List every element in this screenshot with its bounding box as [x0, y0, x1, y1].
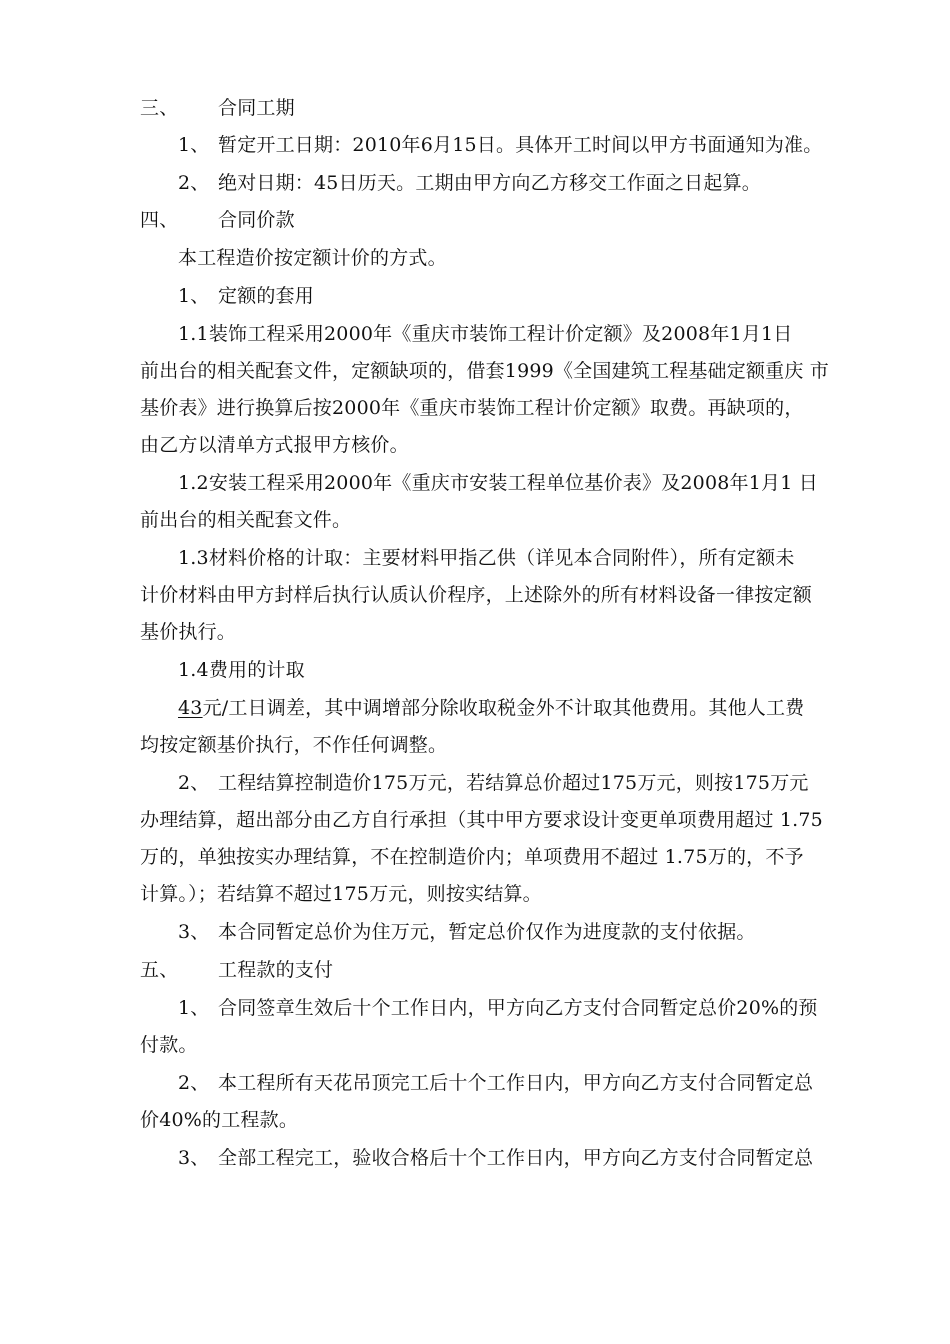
item-text: 合同签章生效后十个工作日内，甲方向乙方支付合同暂定总价20%的预: [218, 997, 818, 1019]
paragraph-text: 元/工日调差，其中调增部分除收取税金外不计取其他费用。其他人工费: [202, 697, 805, 719]
item-text: 暂定开工日期：2010年6月15日。具体开工时间以甲方书面通知为准。: [218, 134, 823, 156]
section-number: 三、: [140, 97, 179, 119]
paragraph-line: 付款。: [140, 1034, 198, 1056]
paragraph-line: 1.3材料价格的计取：主要材料甲指乙供（详见本合同附件），所有定额未: [178, 547, 795, 569]
section-heading: [140, 96, 830, 120]
item-text: 定额的套用: [218, 285, 315, 307]
list-item: [178, 996, 830, 1020]
list-item: [178, 284, 830, 308]
item-text: 本工程所有天花吊顶完工后十个工作日内，甲方向乙方支付合同暂定总: [218, 1072, 814, 1094]
paragraph-line: 计价材料由甲方封样后执行认质认价程序，上述除外的所有材料设备一律按定额: [140, 584, 813, 606]
item-number: 1、: [178, 134, 210, 156]
paragraph-line: 前出台的相关配套文件。: [140, 509, 352, 531]
section-heading: [140, 958, 830, 982]
item-text: 绝对日期：45日历天。工期由甲方向乙方移交工作面之日起算。: [218, 172, 761, 194]
item-text: 全部工程完工，验收合格后十个工作日内，甲方向乙方支付合同暂定总: [218, 1147, 814, 1169]
list-item: [178, 1071, 830, 1095]
item-number: 3、: [178, 921, 210, 943]
item-number: 2、: [178, 772, 210, 794]
item-number: 2、: [178, 172, 210, 194]
item-number: 1、: [178, 997, 210, 1019]
paragraph-line: 万的，单独按实办理结算，不在控制造价内；单项费用不超过 1.75万的，不予: [140, 846, 804, 868]
list-item: [178, 171, 830, 195]
section-number: 五、: [140, 959, 179, 981]
item-number: 1、: [178, 285, 210, 307]
paragraph-line: 办理结算，超出部分由乙方自行承担（其中甲方要求设计变更单项费用超过 1.75: [140, 809, 823, 831]
paragraph-line: 1.4费用的计取: [178, 659, 305, 681]
list-item: [178, 133, 830, 157]
paragraph-line: [178, 696, 830, 720]
paragraph-line: 1.2安装工程采用2000年《重庆市安装工程单位基价表》及2008年1月1 日: [178, 472, 818, 494]
section-title: 工程款的支付: [218, 959, 334, 981]
underlined-amount: 43: [178, 697, 203, 719]
section-heading: [140, 208, 830, 232]
paragraph-line: 1.1装饰工程采用2000年《重庆市装饰工程计价定额》及2008年1月1日: [178, 323, 793, 345]
section-title: 合同价款: [218, 209, 295, 231]
section-title: 合同工期: [218, 97, 295, 119]
list-item: [178, 920, 830, 944]
paragraph-line: 前出台的相关配套文件，定额缺项的，借套1999《全国建筑工程基础定额重庆 市: [140, 360, 829, 382]
list-item: [178, 1146, 830, 1170]
list-item: [178, 771, 830, 795]
paragraph-line: 基价执行。: [140, 621, 237, 643]
paragraph-line: 计算。）；若结算不超过175万元，则按实结算。: [140, 883, 542, 905]
paragraph-line: 基价表》进行换算后按2000年《重庆市装饰工程计价定额》取费。再缺项的，: [140, 397, 804, 419]
item-text: 本合同暂定总价为住万元，暂定总价仅作为进度款的支付依据。: [218, 921, 756, 943]
paragraph-line: 价40%的工程款。: [140, 1109, 299, 1131]
paragraph-line: 均按定额基价执行，不作任何调整。: [140, 734, 448, 756]
section-number: 四、: [140, 209, 179, 231]
paragraph-line: 由乙方以清单方式报甲方核价。: [140, 434, 409, 456]
item-number: 3、: [178, 1147, 210, 1169]
item-text: 工程结算控制造价175万元，若结算总价超过175万元，则按175万元: [218, 772, 809, 794]
item-number: 2、: [178, 1072, 210, 1094]
paragraph-line: 本工程造价按定额计价的方式。: [178, 247, 447, 269]
